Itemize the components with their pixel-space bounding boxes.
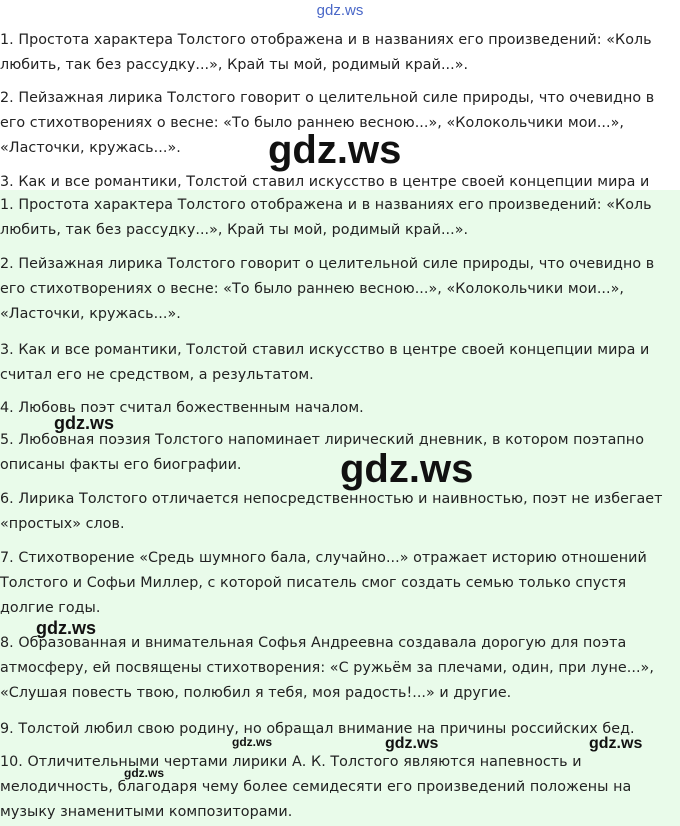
watermark-tiny-1: gdz.ws: [232, 735, 273, 749]
answer-item-2: 2. Пейзажная лирика Толстого говорит о целительной силе природы, что очевидно в его стихотворениях о весне: «То было раннею весною...», «Колокольчики мои...», «Ласточки, кружась...».: [0, 256, 655, 322]
answer-item-10: 10. Отличительными чертами лирики А. К. Толстого являются напевность и мелодичность, благодаря чему более семидесяти его произведений положены на музыку знаменитыми композиторами.: [0, 754, 632, 820]
watermark-small-3: gdz.ws: [385, 735, 439, 752]
answer-item-9: 9. Толстой любил свою родину, но обращал внимание на причины российских бед.: [0, 721, 635, 737]
watermark-large-1: gdz.ws: [268, 128, 402, 172]
answer-item-7: 7. Стихотворение «Средь шумного бала, случайно...» отражает историю отношений Толстого и Софьи Миллер, с которой писатель смог создать семью только спустя долгие годы.: [0, 550, 647, 616]
answer-item-5: 5. Любовная поэзия Толстого напоминает лирический дневник, в котором поэтапно описаны факты его биографии.: [0, 432, 644, 473]
watermark-top: gdz.ws: [316, 2, 364, 19]
watermark-small-2: gdz.ws: [36, 618, 97, 638]
watermark-small-4: gdz.ws: [589, 735, 643, 752]
top-paragraph-2: 2. Пейзажная лирика Толстого говорит о целительной силе природы, что очевидно в его стихотворениях о весне: «То было раннею весною...», «Колокольчики мои...», «Ласточки, кружась...».: [0, 90, 655, 156]
answer-item-8: 8. Образованная и внимательная Софья Андреевна создавала дорогую для поэта атмосферу, ей посвящены стихотворения: «С ружьём за плечами, один, при луне...», «Слушая повесть твою, полюбил я тебя, моя радость!...» и другие.: [0, 635, 654, 701]
top-paragraph-1: 1. Простота характера Толстого отображена и в названиях его произведений: «Коль любить, так без рассудку...», Край ты мой, родимый край...».: [0, 32, 652, 73]
answer-item-6: 6. Лирика Толстого отличается непосредственностью и наивностью, поэт не избегает «простых» слов.: [0, 491, 663, 532]
watermark-tiny-2: gdz.ws: [124, 766, 165, 780]
answer-item-3: 3. Как и все романтики, Толстой ставил искусство в центре своей концепции мира и считал его не средством, а результатом.: [0, 342, 650, 383]
answer-item-1: 1. Простота характера Толстого отображена и в названиях его произведений: «Коль любить, так без рассудку...», Край ты мой, родимый край...».: [0, 197, 652, 238]
top-paragraph-3: 3. Как и все романтики, Толстой ставил искусство в центре своей концепции мира и: [0, 174, 650, 190]
watermark-small-1: gdz.ws: [54, 413, 115, 433]
answer-item-4: 4. Любовь поэт считал божественным началом.: [0, 400, 364, 416]
watermark-large-2: gdz.ws: [340, 447, 474, 491]
